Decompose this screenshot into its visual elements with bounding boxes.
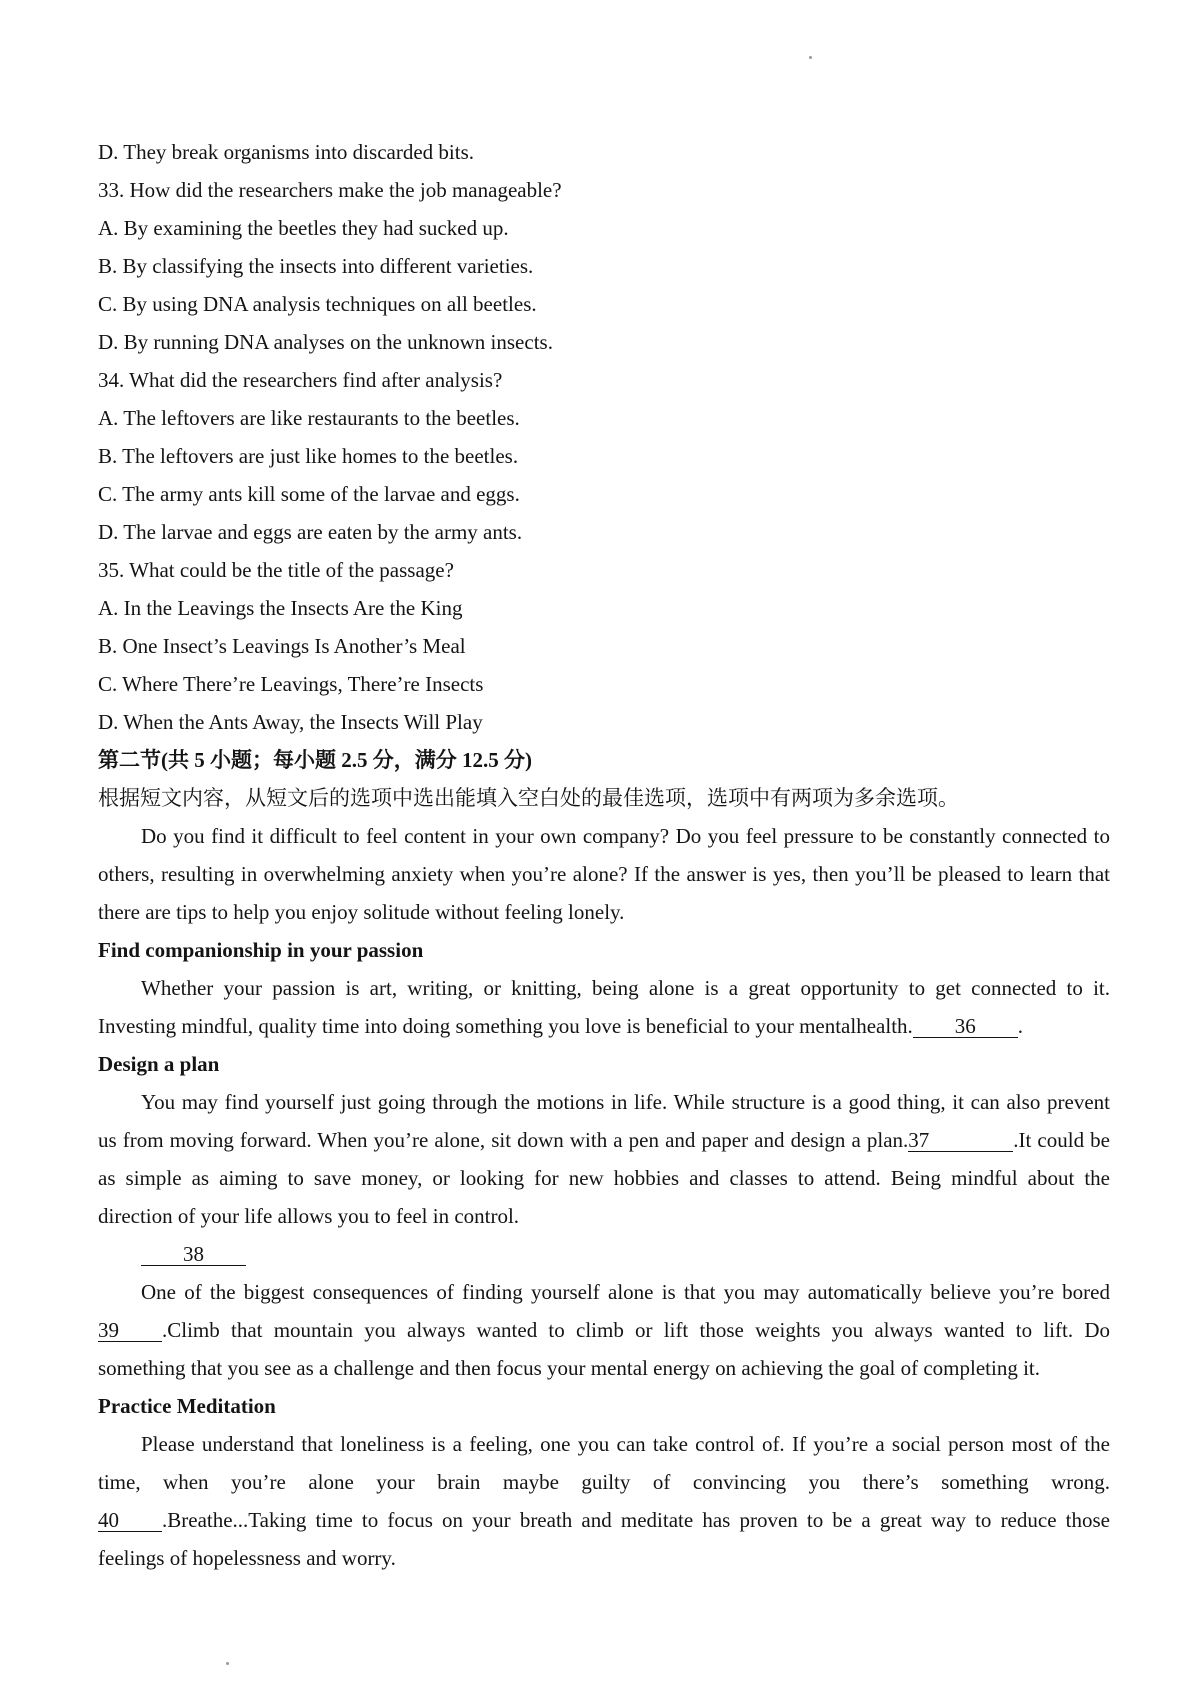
option-line: D. They break organisms into discarded bits. xyxy=(98,140,474,164)
passage-line: something that you see as a challenge and then focus your mental energy on achieving the goal of completing it. xyxy=(98,1356,1041,1380)
answer-blank-38: 38 xyxy=(141,1243,246,1266)
question-line: 35. What could be the title of the passage? xyxy=(98,558,454,582)
passage-line: direction of your life allows you to feel in control. xyxy=(98,1204,520,1228)
passage-line xyxy=(98,1007,1110,1045)
subheading: Design a plan xyxy=(98,1052,220,1076)
question-line: 33. How did the researchers make the job manageable? xyxy=(98,178,562,202)
passage-line xyxy=(98,1311,1110,1349)
subheading xyxy=(98,1235,1110,1273)
passage-line: others, resulting in overwhelming anxiety when you’re alone? If the answer is yes, then you’ll be pleased to learn that xyxy=(98,862,1110,886)
passage-line xyxy=(98,1121,1110,1159)
passage-line xyxy=(98,1501,1110,1539)
passage-text: .Climb that mountain you always wanted to climb or lift those weights you always wanted to lift. Do xyxy=(162,1318,1110,1342)
option-line: B. By classifying the insects into different varieties. xyxy=(98,254,534,278)
option-line: D. By running DNA analyses on the unknown insects. xyxy=(98,330,553,354)
option-line: D. When the Ants Away, the Insects Will Play xyxy=(98,710,483,734)
option-line: D. The larvae and eggs are eaten by the army ants. xyxy=(98,520,523,544)
section-instruction: 根据短文内容，从短文后的选项中选出能填入空白处的最佳选项，选项中有两项为多余选项。 xyxy=(98,786,959,810)
answer-blank-36: 36 xyxy=(913,1015,1018,1038)
passage-text: us from moving forward. When you’re alone, sit down with a pen and paper and design a plan. xyxy=(98,1128,909,1152)
option-line: A. The leftovers are like restaurants to the beetles. xyxy=(98,406,520,430)
passage-line: Please understand that loneliness is a feeling, one you can take control of. If you’re a social person most of the xyxy=(141,1432,1110,1456)
exam-page xyxy=(98,133,1110,1577)
passage-line: there are tips to help you enjoy solitude without feeling lonely. xyxy=(98,900,625,924)
scan-speck-top xyxy=(809,56,812,59)
passage-line: You may find yourself just going through the motions in life. While structure is a good thing, it can also prevent xyxy=(141,1090,1110,1114)
passage-line: time, when you’re alone your brain maybe guilty of convincing you there’s something wrong. xyxy=(98,1470,1110,1494)
section-heading: 第二节(共 5 小题；每小题 2.5 分，满分 12.5 分) xyxy=(98,748,532,772)
subheading: Practice Meditation xyxy=(98,1394,276,1418)
answer-blank-40: 40 xyxy=(98,1509,162,1532)
option-line: C. Where There’re Leavings, There’re Insects xyxy=(98,672,484,696)
option-line: B. The leftovers are just like homes to the beetles. xyxy=(98,444,519,468)
passage-text: Investing mindful, quality time into doing something you love is beneficial to your mentalhealth. xyxy=(98,1014,913,1038)
passage-line: as simple as aiming to save money, or looking for new hobbies and classes to attend. Being mindful about the xyxy=(98,1166,1110,1190)
answer-blank-37: 37 xyxy=(908,1129,1013,1152)
passage-line: feelings of hopelessness and worry. xyxy=(98,1546,396,1570)
option-line: C. The army ants kill some of the larvae and eggs. xyxy=(98,482,520,506)
option-line: A. In the Leavings the Insects Are the King xyxy=(98,596,463,620)
scan-speck-bottom xyxy=(226,1662,229,1665)
passage-line: Do you find it difficult to feel content in your own company? Do you feel pressure to be constantly connected to xyxy=(141,824,1110,848)
question-line: 34. What did the researchers find after analysis? xyxy=(98,368,503,392)
answer-blank-39: 39 xyxy=(98,1319,162,1342)
option-line: C. By using DNA analysis techniques on all beetles. xyxy=(98,292,537,316)
passage-text: . xyxy=(1017,1014,1024,1038)
option-line: A. By examining the beetles they had sucked up. xyxy=(98,216,509,240)
passage-line: Whether your passion is art, writing, or knitting, being alone is a great opportunity to get connected to it. xyxy=(141,976,1110,1000)
subheading: Find companionship in your passion xyxy=(98,938,424,962)
option-line: B. One Insect’s Leavings Is Another’s Meal xyxy=(98,634,466,658)
passage-text: .It could be xyxy=(1013,1128,1110,1152)
passage-line: One of the biggest consequences of finding yourself alone is that you may automatically believe you’re bored xyxy=(141,1280,1110,1304)
passage xyxy=(98,817,1110,1577)
reading-questions xyxy=(98,133,1110,741)
passage-text: .Breathe...Taking time to focus on your breath and meditate has proven to be a great way to reduce those xyxy=(162,1508,1110,1532)
